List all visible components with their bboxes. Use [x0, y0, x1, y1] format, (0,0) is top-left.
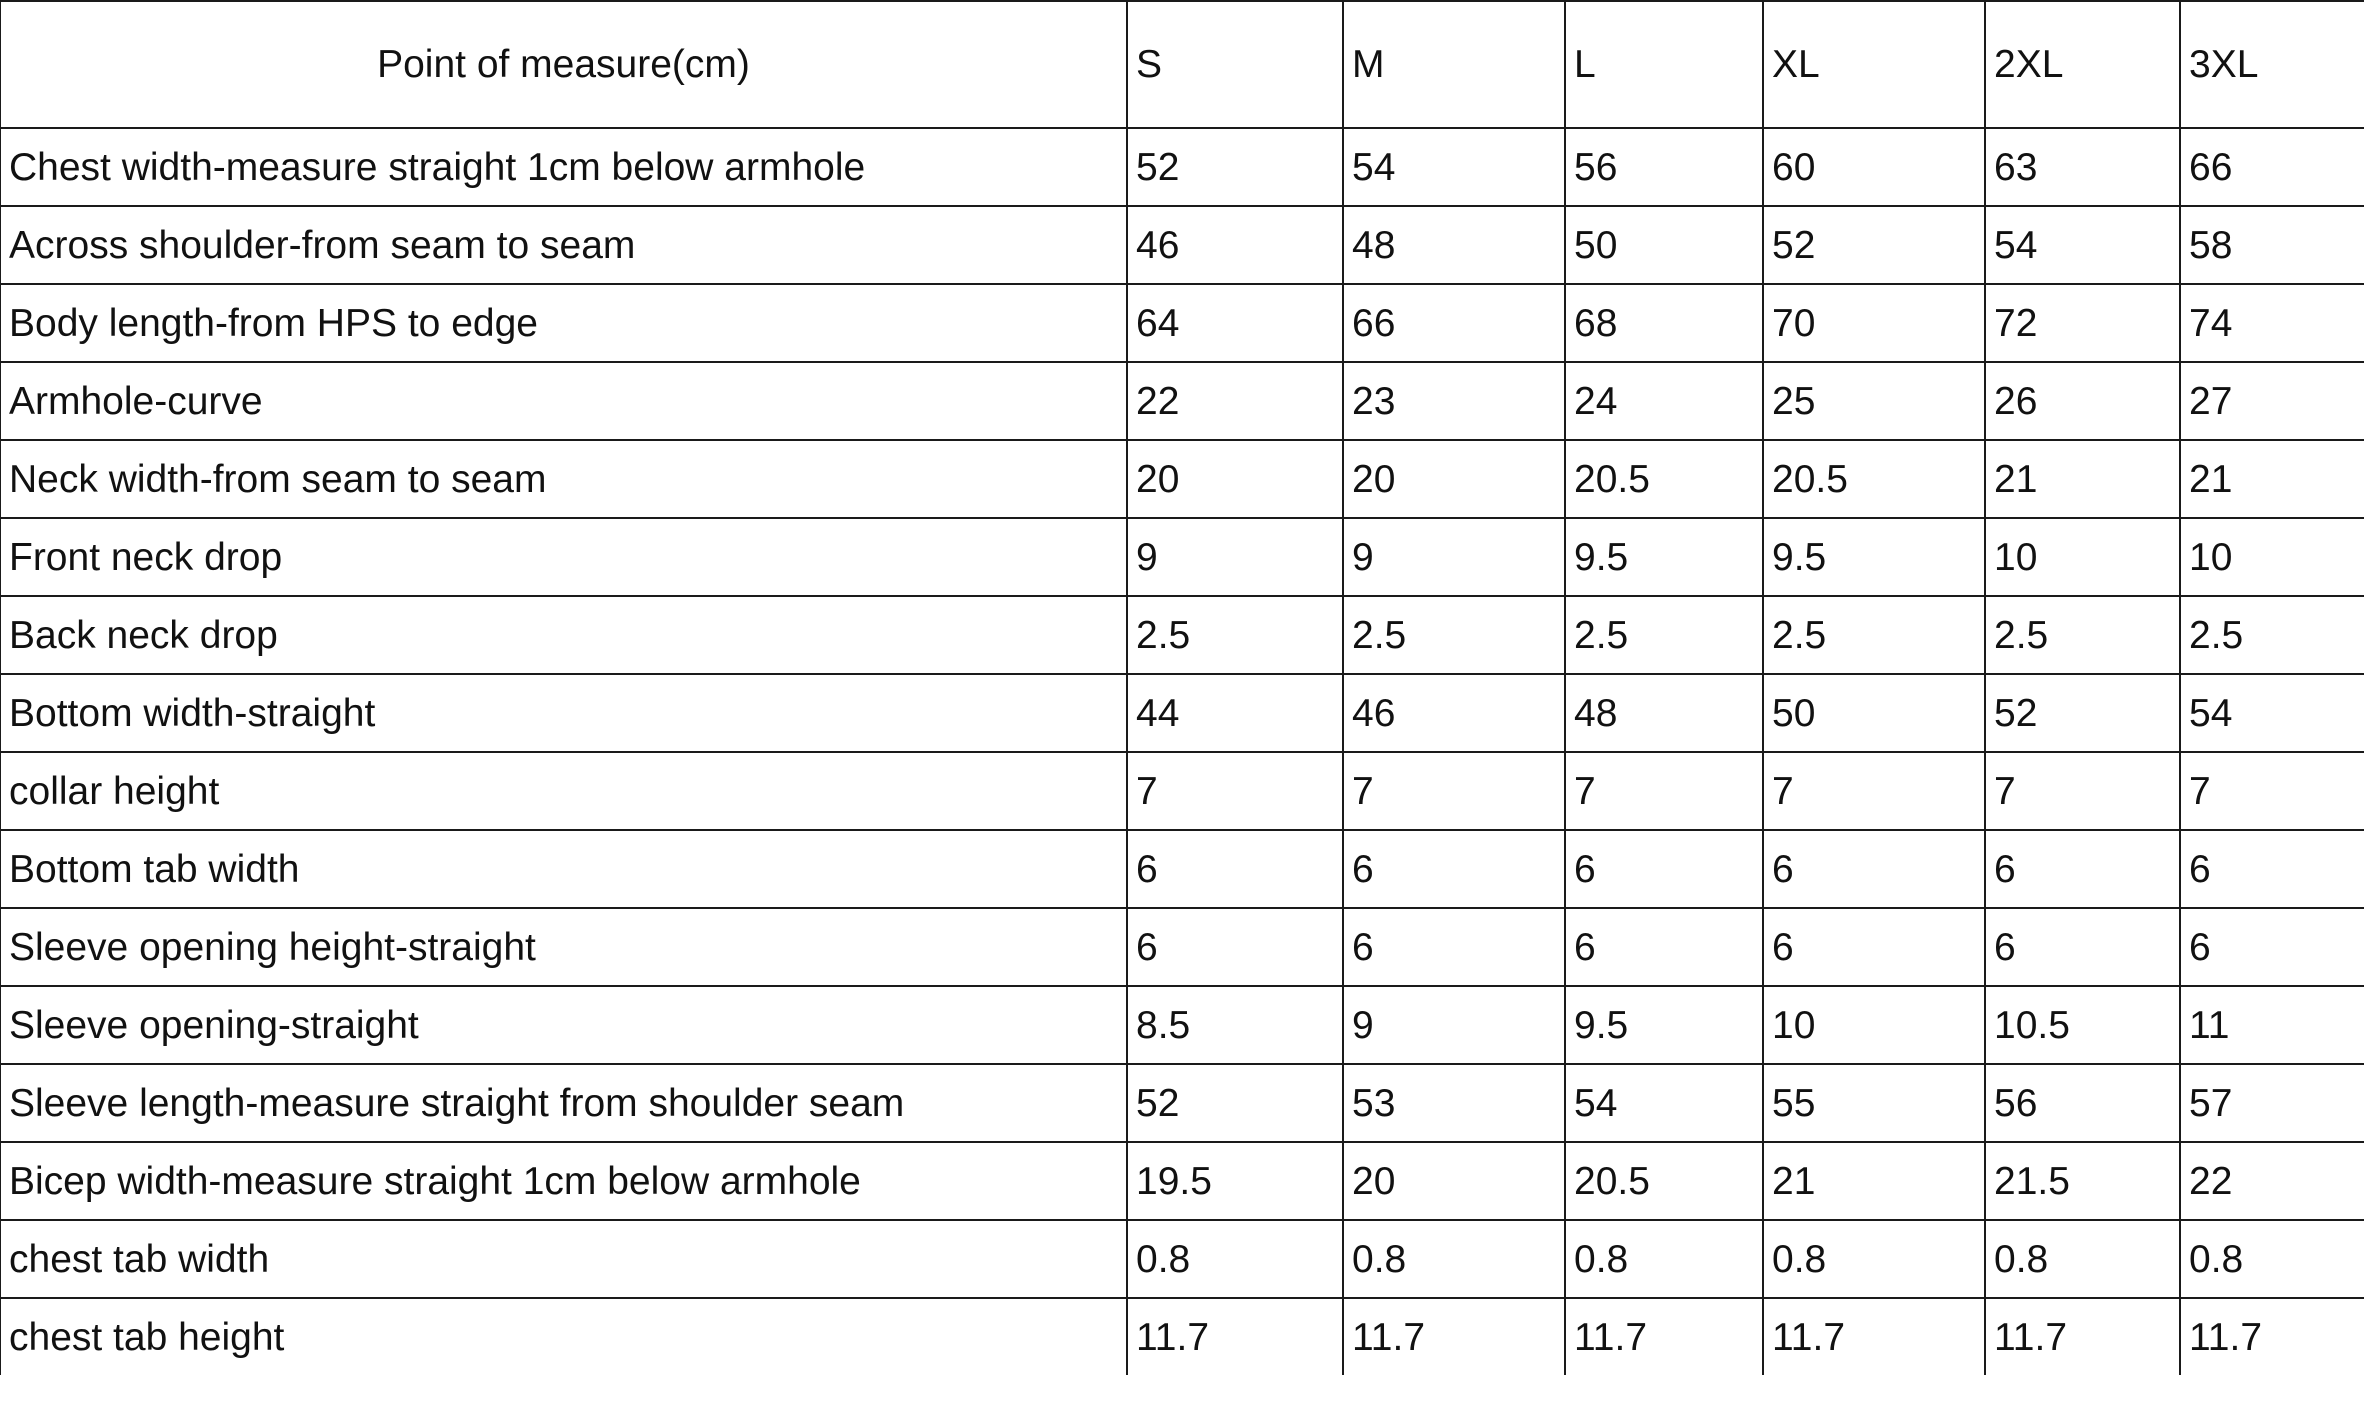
measure-value-m: 66: [1343, 284, 1565, 362]
measure-value-s: 52: [1127, 128, 1343, 206]
measure-value-s: 6: [1127, 830, 1343, 908]
table-row: [0, 830, 2364, 908]
measure-value-xl: 11.7: [1763, 1298, 1985, 1375]
table-row: [0, 362, 2364, 440]
measure-value-2xl: 63: [1985, 128, 2180, 206]
measure-value-m: 53: [1343, 1064, 1565, 1142]
measure-value-m: 0.8: [1343, 1220, 1565, 1298]
measure-label: Armhole-curve: [0, 362, 1127, 440]
measure-value-m: 7: [1343, 752, 1565, 830]
measure-value-l: 54: [1565, 1064, 1763, 1142]
measure-value-s: 19.5: [1127, 1142, 1343, 1220]
table-row: [0, 1298, 2364, 1375]
measure-value-l: 2.5: [1565, 596, 1763, 674]
measure-value-m: 20: [1343, 1142, 1565, 1220]
table-row: [0, 440, 2364, 518]
measure-value-3xl: 27: [2180, 362, 2364, 440]
measure-value-2xl: 21: [1985, 440, 2180, 518]
header-row: [0, 1, 2364, 128]
measure-value-2xl: 6: [1985, 830, 2180, 908]
measure-value-s: 2.5: [1127, 596, 1343, 674]
measure-value-l: 48: [1565, 674, 1763, 752]
measure-value-2xl: 2.5: [1985, 596, 2180, 674]
measure-value-l: 20.5: [1565, 1142, 1763, 1220]
measure-label: Bottom width-straight: [0, 674, 1127, 752]
measure-label: Bottom tab width: [0, 830, 1127, 908]
measure-label: Body length-from HPS to edge: [0, 284, 1127, 362]
table-row: [0, 206, 2364, 284]
measure-value-xl: 25: [1763, 362, 1985, 440]
measure-label: chest tab width: [0, 1220, 1127, 1298]
measure-value-xl: 20.5: [1763, 440, 1985, 518]
measure-value-3xl: 6: [2180, 908, 2364, 986]
measure-value-m: 9: [1343, 518, 1565, 596]
measure-value-m: 46: [1343, 674, 1565, 752]
measure-value-2xl: 56: [1985, 1064, 2180, 1142]
measure-value-xl: 50: [1763, 674, 1985, 752]
measure-value-2xl: 72: [1985, 284, 2180, 362]
table-row: [0, 752, 2364, 830]
measure-value-2xl: 7: [1985, 752, 2180, 830]
measure-value-2xl: 26: [1985, 362, 2180, 440]
measure-value-2xl: 10.5: [1985, 986, 2180, 1064]
measure-value-3xl: 7: [2180, 752, 2364, 830]
measure-value-s: 6: [1127, 908, 1343, 986]
measure-value-l: 9.5: [1565, 518, 1763, 596]
measure-value-xl: 9.5: [1763, 518, 1985, 596]
table-row: [0, 986, 2364, 1064]
table-row: [0, 674, 2364, 752]
measure-value-xl: 60: [1763, 128, 1985, 206]
measure-value-s: 0.8: [1127, 1220, 1343, 1298]
measure-value-m: 11.7: [1343, 1298, 1565, 1375]
table-row: [0, 518, 2364, 596]
measure-value-2xl: 52: [1985, 674, 2180, 752]
table-row: [0, 1142, 2364, 1220]
measure-value-3xl: 58: [2180, 206, 2364, 284]
measure-label: Front neck drop: [0, 518, 1127, 596]
table-row: [0, 596, 2364, 674]
measure-label: Sleeve opening-straight: [0, 986, 1127, 1064]
measure-value-xl: 2.5: [1763, 596, 1985, 674]
measure-value-l: 7: [1565, 752, 1763, 830]
measure-label: Sleeve opening height-straight: [0, 908, 1127, 986]
measure-value-m: 20: [1343, 440, 1565, 518]
measure-value-s: 22: [1127, 362, 1343, 440]
measure-value-l: 9.5: [1565, 986, 1763, 1064]
measure-value-3xl: 6: [2180, 830, 2364, 908]
measure-label: Across shoulder-from seam to seam: [0, 206, 1127, 284]
measure-label: Bicep width-measure straight 1cm below armhole: [0, 1142, 1127, 1220]
measure-value-2xl: 0.8: [1985, 1220, 2180, 1298]
table-body: [0, 128, 2364, 1375]
measure-value-m: 6: [1343, 830, 1565, 908]
measure-value-3xl: 11.7: [2180, 1298, 2364, 1375]
measure-value-s: 52: [1127, 1064, 1343, 1142]
measure-value-l: 11.7: [1565, 1298, 1763, 1375]
size-header-s: S: [1127, 1, 1343, 128]
measure-value-xl: 0.8: [1763, 1220, 1985, 1298]
measure-value-3xl: 11: [2180, 986, 2364, 1064]
measure-value-l: 68: [1565, 284, 1763, 362]
point-of-measure-header: Point of measure(cm): [0, 1, 1127, 128]
measure-value-xl: 55: [1763, 1064, 1985, 1142]
measure-value-l: 20.5: [1565, 440, 1763, 518]
measure-value-3xl: 66: [2180, 128, 2364, 206]
measure-value-l: 56: [1565, 128, 1763, 206]
measure-value-2xl: 10: [1985, 518, 2180, 596]
measure-value-3xl: 0.8: [2180, 1220, 2364, 1298]
measure-value-s: 11.7: [1127, 1298, 1343, 1375]
measure-value-l: 24: [1565, 362, 1763, 440]
measure-value-2xl: 6: [1985, 908, 2180, 986]
measure-value-s: 20: [1127, 440, 1343, 518]
measure-value-3xl: 22: [2180, 1142, 2364, 1220]
measure-value-3xl: 74: [2180, 284, 2364, 362]
measure-value-xl: 70: [1763, 284, 1985, 362]
measure-value-l: 50: [1565, 206, 1763, 284]
table-row: [0, 1220, 2364, 1298]
size-header-xl: XL: [1763, 1, 1985, 128]
measure-value-3xl: 21: [2180, 440, 2364, 518]
measure-value-s: 44: [1127, 674, 1343, 752]
measure-value-l: 6: [1565, 830, 1763, 908]
measure-value-m: 23: [1343, 362, 1565, 440]
table-row: [0, 128, 2364, 206]
measure-value-m: 54: [1343, 128, 1565, 206]
measure-value-xl: 6: [1763, 830, 1985, 908]
measure-value-s: 7: [1127, 752, 1343, 830]
measure-value-xl: 6: [1763, 908, 1985, 986]
measure-label: Chest width-measure straight 1cm below armhole: [0, 128, 1127, 206]
measure-value-m: 2.5: [1343, 596, 1565, 674]
measure-value-m: 6: [1343, 908, 1565, 986]
measure-label: Sleeve length-measure straight from shoulder seam: [0, 1064, 1127, 1142]
measure-label: collar height: [0, 752, 1127, 830]
measure-value-s: 64: [1127, 284, 1343, 362]
size-header-m: M: [1343, 1, 1565, 128]
measure-value-xl: 21: [1763, 1142, 1985, 1220]
measure-value-xl: 7: [1763, 752, 1985, 830]
measure-value-m: 48: [1343, 206, 1565, 284]
measure-label: chest tab height: [0, 1298, 1127, 1375]
measure-value-l: 6: [1565, 908, 1763, 986]
measure-label: Back neck drop: [0, 596, 1127, 674]
size-header-3xl: 3XL: [2180, 1, 2364, 128]
measure-value-2xl: 11.7: [1985, 1298, 2180, 1375]
measure-value-s: 8.5: [1127, 986, 1343, 1064]
measure-value-3xl: 2.5: [2180, 596, 2364, 674]
size-header-2xl: 2XL: [1985, 1, 2180, 128]
measure-value-s: 9: [1127, 518, 1343, 596]
measure-value-3xl: 54: [2180, 674, 2364, 752]
measure-label: Neck width-from seam to seam: [0, 440, 1127, 518]
measure-value-xl: 10: [1763, 986, 1985, 1064]
measure-value-3xl: 10: [2180, 518, 2364, 596]
size-header-l: L: [1565, 1, 1763, 128]
measure-value-xl: 52: [1763, 206, 1985, 284]
measure-value-l: 0.8: [1565, 1220, 1763, 1298]
measure-value-3xl: 57: [2180, 1064, 2364, 1142]
measure-value-m: 9: [1343, 986, 1565, 1064]
measure-value-2xl: 54: [1985, 206, 2180, 284]
table-row: [0, 1064, 2364, 1142]
table-row: [0, 284, 2364, 362]
measure-value-s: 46: [1127, 206, 1343, 284]
measure-value-2xl: 21.5: [1985, 1142, 2180, 1220]
table-row: [0, 908, 2364, 986]
